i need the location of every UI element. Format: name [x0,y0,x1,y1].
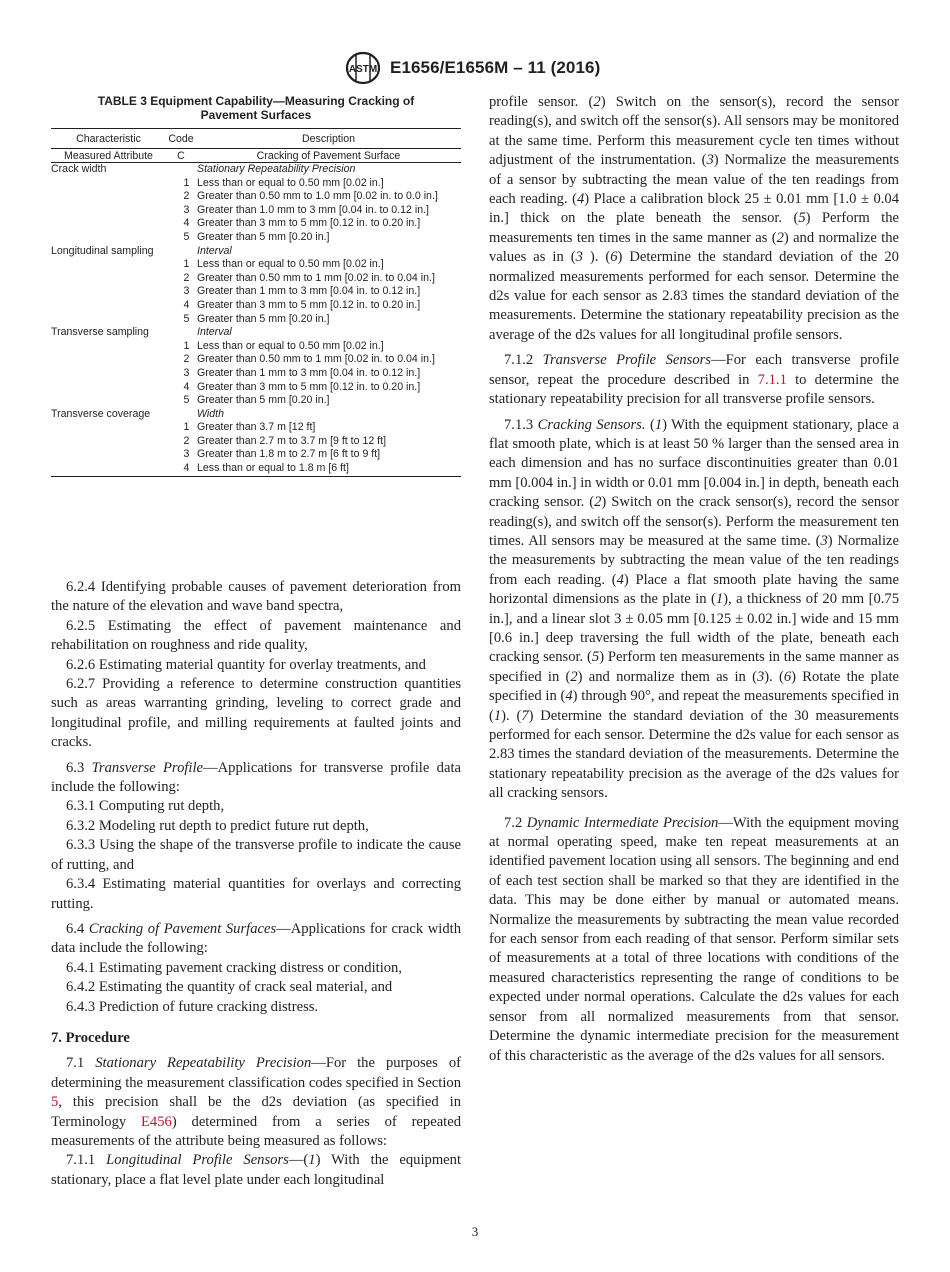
description-cell: Greater than 3 mm to 5 mm [0.12 in. to 0.20 in.] [197,298,421,311]
step-number: 1 [308,1152,316,1169]
description-cell: Greater than 5 mm [0.20 in.] [197,394,330,407]
table-caption [51,94,461,122]
description-cell: Less than or equal to 0.50 mm [0.02 in.] [197,258,384,271]
paragraph-6-2-5: 6.2.5 Estimating the effect of pavement maintenance and rehabilitation on roughness and ride quality, [51,617,461,654]
paragraph-text: ) through 90°, and repeat the measurements specified in ( [489,688,899,724]
section-number: 6.4 [66,920,85,937]
section-number: 7.1.1 [66,1152,96,1169]
table-row [51,462,461,476]
paragraph-text: —Applications for crack width data include the following: [51,920,462,957]
section-title: Stationary Repeatability Precision [95,1055,312,1072]
paragraph-7-1-2 [489,351,899,409]
paragraph-text: ). ( [501,707,522,724]
table-row [51,313,461,327]
paragraph-text: profile sensor. ( [489,94,594,110]
paragraph-6-4 [51,920,461,959]
description-cell: Greater than 3 mm to 5 mm [0.12 in. to 0.20 in.] [197,217,421,230]
paragraph-6-4-2: 6.4.2 Estimating the quantity of crack seal material, and [66,979,393,996]
step-number: 6 [783,668,792,685]
characteristic-cell: Crack width [51,163,107,175]
code-cell: 4 [183,217,190,230]
paragraph-text: ) Switch on the sensor(s), record the sensor reading(s), and switch off the sensor(s). All sensors may be monitored at the same time. Perform this measurement cycle ten times without adjustment of the instrumentation. ( [489,94,899,169]
paragraph-text: —Applications for transverse profile data include the following: [51,759,461,796]
left-column [51,578,461,1190]
paragraph-text: ) Perform ten measurements in the same manner as specified in ( [489,649,900,685]
description-cell: Greater than 0.50 mm to 1.0 mm [0.02 in. to 0.0 in.] [197,190,438,203]
page-number: 3 [471,1224,479,1239]
step-number: 2 [594,494,602,511]
code-cell: 3 [183,285,190,298]
paragraph-6-2-7: 6.2.7 Providing a reference to determine construction quantities such as areas warranting grinding, leveling to correct grade and longitudinal profile, and milling requirements at faulted joints and cracks. [51,676,461,751]
paragraph-6-2-6: 6.2.6 Estimating material quantity for overlay treatments, and [66,656,426,673]
description-cell: Less than or equal to 1.8 m [6 ft] [197,462,349,475]
table-row [51,353,461,367]
table-group-row [51,408,461,422]
e456-link[interactable]: E456 [141,1113,172,1130]
step-number: 3 [820,532,828,549]
characteristic-cell: Longitudinal sampling [51,244,154,257]
table-row [51,285,461,299]
table-row [51,217,461,231]
paragraph-7-2 [489,814,899,1066]
table-row [51,177,461,191]
code-cell: 2 [183,190,190,203]
code-cell: 5 [183,394,190,407]
table-row [51,190,461,204]
code-cell: 3 [183,203,190,216]
section-title: Dynamic Intermediate Precision [526,814,719,831]
section-7-1-1-link[interactable]: 7.1.1 [757,371,787,388]
paragraph-text: ) Determine the standard deviation of the 20 normalized measurements performed for each sensor. Determine the d2s value for each sensor as 2.83 times the standard deviation of the measurements. Determine the stationary repeatability precision as the average of the d2s values for all longitudinal profile sensors. [489,249,899,343]
step-number: 5 [798,210,806,227]
step-number: 3 [706,152,714,169]
description-cell: Greater than 3 mm to 5 mm [0.12 in. to 0.20 in.] [197,380,421,393]
table-group-row [51,326,461,340]
description-cell: Greater than 1 mm to 3 mm [0.04 in. to 0.12 in.] [197,285,421,298]
paragraph-text: ) and normalize them as in ( [577,668,757,685]
description-cell: Greater than 0.50 mm to 1 mm [0.02 in. to 0.04 in.] [197,271,435,284]
description-cell: Greater than 1 mm to 3 mm [0.04 in. to 0.12 in.] [197,366,421,379]
paragraph-text: —With the equipment moving at normal operating speed, make ten repeat measurements at an identified pavement location using all sensors. The beginning and end of each test section shall be marked so that they are identified in the data. This may be done either by manual or automated means. Normalize the measurements by subtracting the mean value recorded for each sensor from each reading of that sensor. Perform similar sets of measurements at a total of three locations with conditions of the measured characteristics representing the range of conditions to be expected under normal operations. Calculate the d2s values for each sensor from all normalized measurements from that sensor. Determine the dynamic intermediate precision for the measurement of this characteristic as the average of the d2s values for all sensors. [489,814,899,1064]
subheader-code: C [177,149,185,162]
paragraph-text: —For each transverse profile sensor, repeat the procedure described in [489,352,899,388]
table-row [51,340,461,354]
step-number: 2 [570,668,578,685]
code-cell: 1 [183,176,190,189]
paragraph-6-2-4: 6.2.4 Identifying probable causes of pavement deterioration from the nature of the elevation and wave band spectra, [51,579,461,615]
header-description: Description [302,132,355,145]
paragraph-text: ) and normalize the values as in ( [489,229,899,266]
document-designation: E1656/E1656M – 11 (2016) [390,58,601,77]
description-cell: Greater than 5 mm [0.20 in.] [197,230,330,243]
table-row [51,258,461,272]
table-subheader-row [51,149,461,162]
paragraph-text: ) Place a flat smooth plate having the same horizontal dimensions as the plate in ( [489,571,900,608]
table-group-row [51,163,461,177]
paragraph-7-1-1 [51,1151,461,1190]
paragraph-text: to determine the stationary repeatability precision for all transverse profile sensors. [489,371,899,408]
section-5-link[interactable]: 5 [51,1094,59,1111]
paragraph-text: ) Switch on the crack sensor(s), record the sensor reading(s), and switch off the sensor(s). Perform the measurement ten times. All sensors may be measured at the same time. ( [489,494,900,549]
step-number: 5 [591,649,600,666]
paragraph-text: ) Normalize the measurements of a sensor by subtracting the mean value of the ten readings from each reading. ( [489,152,900,208]
description-cell: Greater than 1.0 mm to 3 mm [0.04 in. to 0.12 in.] [197,203,429,216]
code-cell: 2 [183,434,190,447]
group-subtitle-cell: Width [197,407,224,420]
table-row [51,204,461,218]
code-cell: 1 [183,258,190,271]
group-subtitle-cell: Interval [197,326,232,339]
paragraph-6-3 [51,759,461,798]
step-number: 2 [776,229,784,246]
table-row [51,435,461,449]
section-title: Longitudinal Profile Sensors [106,1152,289,1169]
paragraph-text: , this precision shall be the d2s deviation (as specified in Terminology [51,1094,461,1130]
table-header-row [51,129,461,148]
step-number: 3 [575,249,583,266]
code-cell: 5 [183,312,190,325]
table-row [51,421,461,435]
svg-text:ASTM: ASTM [348,64,378,75]
paragraph-text: ) Rotate the plate specified in ( [489,668,899,705]
section-number: 7.1.2 [504,352,534,369]
step-number: 1 [715,591,724,608]
description-cell: Greater than 1.8 m to 2.7 m [6 ft to 9 ft] [197,448,381,461]
subheader-attribute: Measured Attribute [64,149,153,162]
step-number: 4 [577,191,585,208]
paragraph-text: ), a thickness of 20 mm [0.75 in.], and a linear slot 3 ± 0.05 mm [0.125 ± 0.02 in.] wide and 15 mm [0.6 in.] deep traversing the full width of the plate, beneath each cracking sensor. ( [489,591,899,666]
astm-logo-icon [344,50,382,86]
table-rule [51,476,461,477]
table-caption-line: TABLE 3 Equipment Capability—Measuring Cracking of [97,94,415,108]
code-cell: 4 [183,380,190,393]
description-cell: Less than or equal to 0.50 mm [0.02 in.] [197,176,384,189]
header-code: Code [168,132,194,145]
description-cell: Greater than 2.7 m to 3.7 m [9 ft to 12 ft] [197,434,387,447]
table-body [51,163,461,476]
step-number: 2 [593,94,601,110]
section-title: Cracking of Pavement Surfaces [88,920,277,937]
section-title: Transverse Profile [91,759,204,776]
code-cell: 3 [183,448,190,461]
paragraph-text: ) Determine the standard deviation of the 30 measurements performed for each sensor. Determine the d2s value for each sensor as 2.83 times the standard deviation of the measurements. Determine the stationary repeatability precision as the average of the d2s values for all cracking sensors. [489,707,899,802]
paragraph-6-4-1: 6.4.1 Estimating pavement cracking distress or condition, [66,959,402,976]
code-cell: 2 [183,271,190,284]
description-cell: Greater than 3.7 m [12 ft] [197,421,316,434]
characteristic-cell: Transverse sampling [51,326,149,339]
paragraph-text: —( [288,1152,309,1169]
code-cell: 5 [183,230,190,243]
step-number: 4 [616,571,624,588]
paragraph-text: ) With the equipment stationary, place a flat level plate under each longitudinal [51,1152,461,1188]
subheader-description: Cracking of Pavement Surface [256,149,401,162]
paragraph-6-3-2: 6.3.2 Modeling rut depth to predict future rut depth, [66,817,369,834]
code-cell: 1 [183,421,190,434]
table-row [51,448,461,462]
table-group-row [51,245,461,259]
step-number: 1 [493,707,502,724]
table-row [51,394,461,408]
paragraph-7-1-1-continued [489,93,899,345]
right-column [489,93,899,1066]
section-number: 6.3 [66,759,85,776]
table-row [51,381,461,395]
header-characteristic: Characteristic [76,132,141,145]
paragraph-text: ) Place a calibration block 25 ± 0.01 mm [1.0 ± 0.04 in.] thick on the plate beneath the sensor. ( [489,191,899,227]
paragraph-6-4-3: 6.4.3 Prediction of future cracking distress. [66,998,319,1015]
group-subtitle-cell: Stationary Repeatability Precision [197,163,356,175]
code-cell: 2 [183,353,190,366]
paragraph-text: ( [645,416,655,433]
paragraph-6-3-4: 6.3.4 Estimating material quantities for overlays and correcting rutting. [51,876,461,912]
group-subtitle-cell: Interval [197,244,232,257]
paragraph-text: —For the purposes of determining the measurement classification codes specified in Section [51,1055,461,1091]
paragraph-7-1 [51,1054,461,1151]
step-number: 3 [756,668,765,685]
paragraph-7-1-3 [489,416,899,804]
page-header [0,50,950,90]
paragraph-text: ). ( [582,249,611,266]
step-number: 7 [521,707,529,724]
step-number: 1 [654,416,663,433]
section-title: Cracking Sensors. [537,416,646,433]
paragraph-text: ). ( [764,668,784,685]
paragraph-6-3-3: 6.3.3 Using the shape of the transverse profile to indicate the cause of rutting, and [51,837,461,873]
paragraph-text: ) determined from a series of repeated measurements of the attribute being measured as follows: [51,1113,461,1149]
paragraph-text: ) Perform the measurements ten times in the same manner as ( [489,210,899,246]
description-cell: Greater than 5 mm [0.20 in.] [197,312,330,325]
code-cell: 4 [183,298,190,311]
table-row [51,299,461,313]
section-heading-procedure: 7. Procedure [51,1029,130,1046]
section-title: Transverse Profile Sensors [542,352,711,369]
section-number: 7.2 [504,814,523,831]
code-cell: 4 [183,462,190,475]
section-number: 7.1.3 [504,416,534,433]
step-number: 6 [610,249,618,266]
equipment-capability-table [51,128,461,477]
description-cell: Greater than 0.50 mm to 1 mm [0.02 in. to 0.04 in.] [197,353,435,366]
table-row [51,231,461,245]
section-number: 7.1 [66,1055,85,1072]
table-row [51,272,461,286]
characteristic-cell: Transverse coverage [51,407,151,420]
code-cell: 3 [183,366,190,379]
table-row [51,367,461,381]
step-number: 4 [565,688,573,705]
paragraph-6-3-1: 6.3.1 Computing rut depth, [66,798,225,815]
table-caption-line: Pavement Surfaces [200,108,312,122]
code-cell: 1 [183,339,190,352]
description-cell: Less than or equal to 0.50 mm [0.02 in.] [197,339,384,352]
paragraph-text: ) Normalize the measurements by subtracting the mean value of the ten readings from each reading. ( [489,532,899,588]
paragraph-text: ) With the equipment stationary, place a flat smooth plate, which is at least 50 % larger than the sensed area in each dimension and has no surface discontinuities greater than 0.01 mm [0.004 in.] in width or 0.01 mm [0.004 in.] in depth, beneath each cracking sensor. ( [489,416,899,511]
